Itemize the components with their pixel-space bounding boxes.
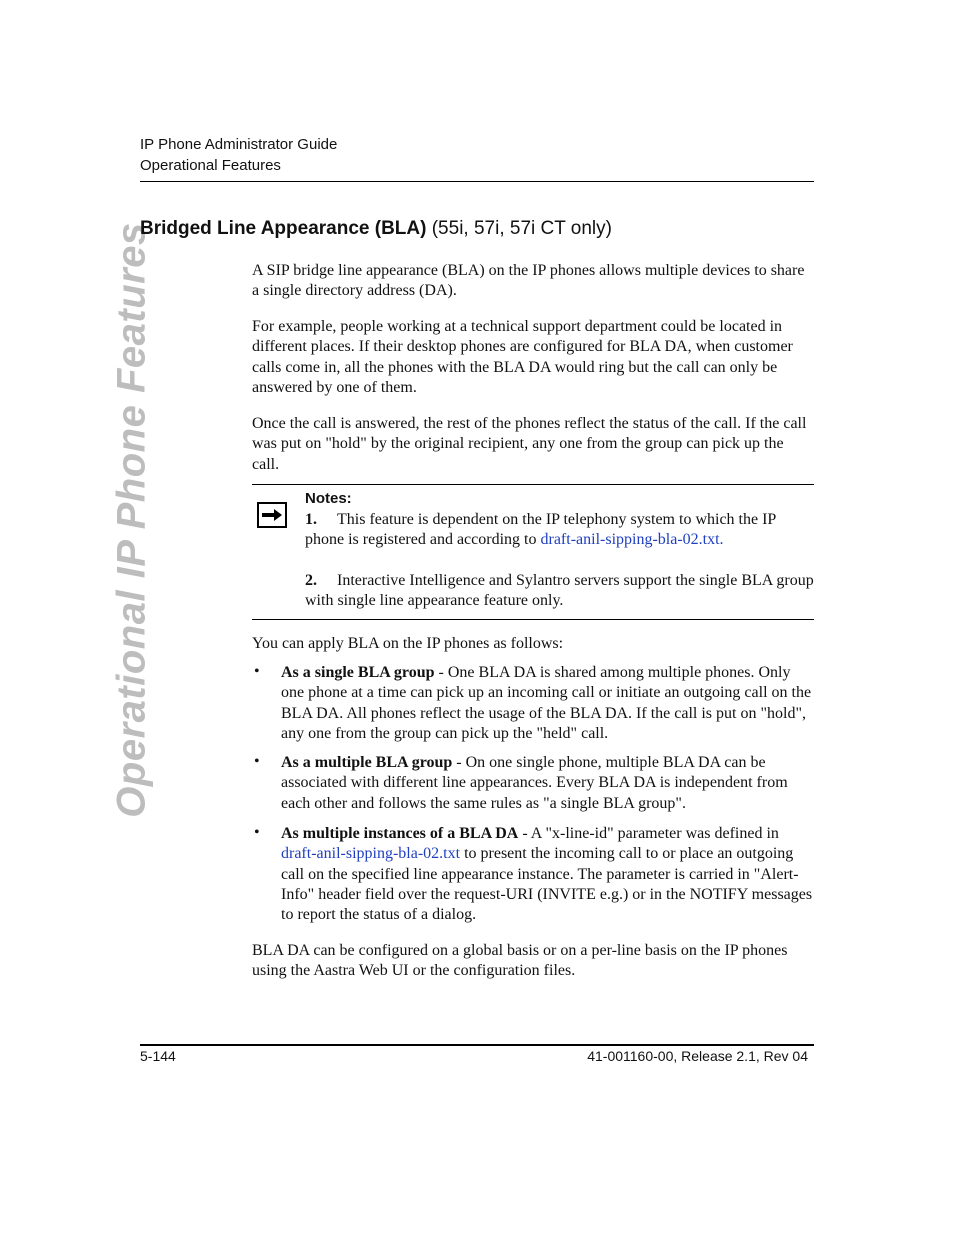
bullet-title: As a multiple BLA group (281, 754, 453, 771)
paragraph-text: Once the call is answered, the rest of the phones reflect the status of the call. If the call was put on "hold" by the original recipient, any one from the group can pick up the call. (252, 415, 807, 473)
note-text: This feature is dependent on the IP telephony system to which the IP phone is registered and according to (305, 511, 776, 549)
bullet-marker: • (254, 824, 260, 841)
note-number: 1. (305, 511, 317, 528)
header-chapter-title: Operational Features (140, 157, 281, 174)
bullet-multiple-group (281, 753, 814, 814)
notes-top-divider (252, 484, 814, 485)
note-item-1 (305, 510, 814, 551)
section-heading-bold: Bridged Line Appearance (BLA) (140, 218, 427, 239)
paragraph-text: For example, people working at a technical support department could be located in different places. If their desktop phones are configured for BLA DA, when customer calls come in, all the phones with the BLA DA would ring but the call can only be answered by one of them. (252, 318, 793, 396)
paragraph-status (252, 414, 814, 475)
notes-bottom-divider (252, 619, 814, 620)
bullet-description: - On one single phone, multiple BLA DA can be associated with different line appearances. Every BLA DA is independent from each other and follows the same rules as "a single BLA group". (281, 754, 788, 812)
paragraph-closing (252, 941, 814, 982)
notes-title: Notes: (305, 490, 352, 507)
side-chapter-title: Operational IP Phone Features (109, 222, 154, 818)
bullet-link[interactable]: draft-anil-sipping-bla-02.txt (281, 845, 461, 863)
note-text: Interactive Intelligence and Sylantro servers support the single BLA group with single line appearance feature only. (305, 572, 814, 610)
section-heading-models: (55i, 57i, 57i CT only) (426, 218, 612, 239)
right-arrow-icon-glyph (261, 508, 283, 522)
note-link[interactable]: draft-anil-sipping-bla-02.txt. (540, 531, 724, 549)
footer-divider (140, 1044, 814, 1046)
paragraph-intro (252, 261, 814, 302)
right-arrow-icon (257, 502, 287, 528)
bullet-title: As a single BLA group (281, 664, 435, 681)
bullet-marker: • (254, 663, 260, 680)
paragraph-example (252, 317, 814, 398)
footer-page-number: 5-144 (140, 1048, 176, 1064)
bullet-multiple-instances (281, 824, 814, 925)
bullet-description: - One BLA DA is shared among multiple phones. Only one phone at a time can pick up an incoming call or initiate an outgoing call on the BLA DA. All phones reflect the usage of the BLA DA. If the call is put on "hold", any one from the group can pick up the "held" call. (281, 664, 812, 742)
header-divider (140, 181, 814, 182)
note-item-2 (305, 571, 814, 612)
footer-doc-id: 41-001160-00, Release 2.1, Rev 04 (587, 1048, 808, 1064)
note-number: 2. (305, 572, 317, 589)
paragraph-text: A SIP bridge line appearance (BLA) on the IP phones allows multiple devices to share a single directory address (DA). (252, 262, 805, 300)
paragraph-text: BLA DA can be configured on a global basis or on a per-line basis on the IP phones using the Aastra Web UI or the configuration files. (252, 942, 788, 980)
bullet-single-group (281, 663, 814, 744)
bullet-marker: • (254, 753, 260, 770)
bullet-title: As multiple instances of a BLA DA (281, 825, 519, 842)
section-heading (140, 218, 612, 240)
paragraph-text: You can apply BLA on the IP phones as follows: (252, 635, 564, 652)
header-guide-title: IP Phone Administrator Guide (140, 136, 338, 153)
paragraph-apply-intro (252, 634, 814, 654)
bullet-description: - A "x-line-id" parameter was defined in (518, 825, 779, 842)
bullet-description-cont: to present the incoming call to or place an outgoing call on the specified line appearance instance. The parameter is carried in "Alert-Info" header field over the request-URI (INVITE e.g.) or in the NOTIFY messages to report the status of a dialog. (281, 845, 813, 924)
